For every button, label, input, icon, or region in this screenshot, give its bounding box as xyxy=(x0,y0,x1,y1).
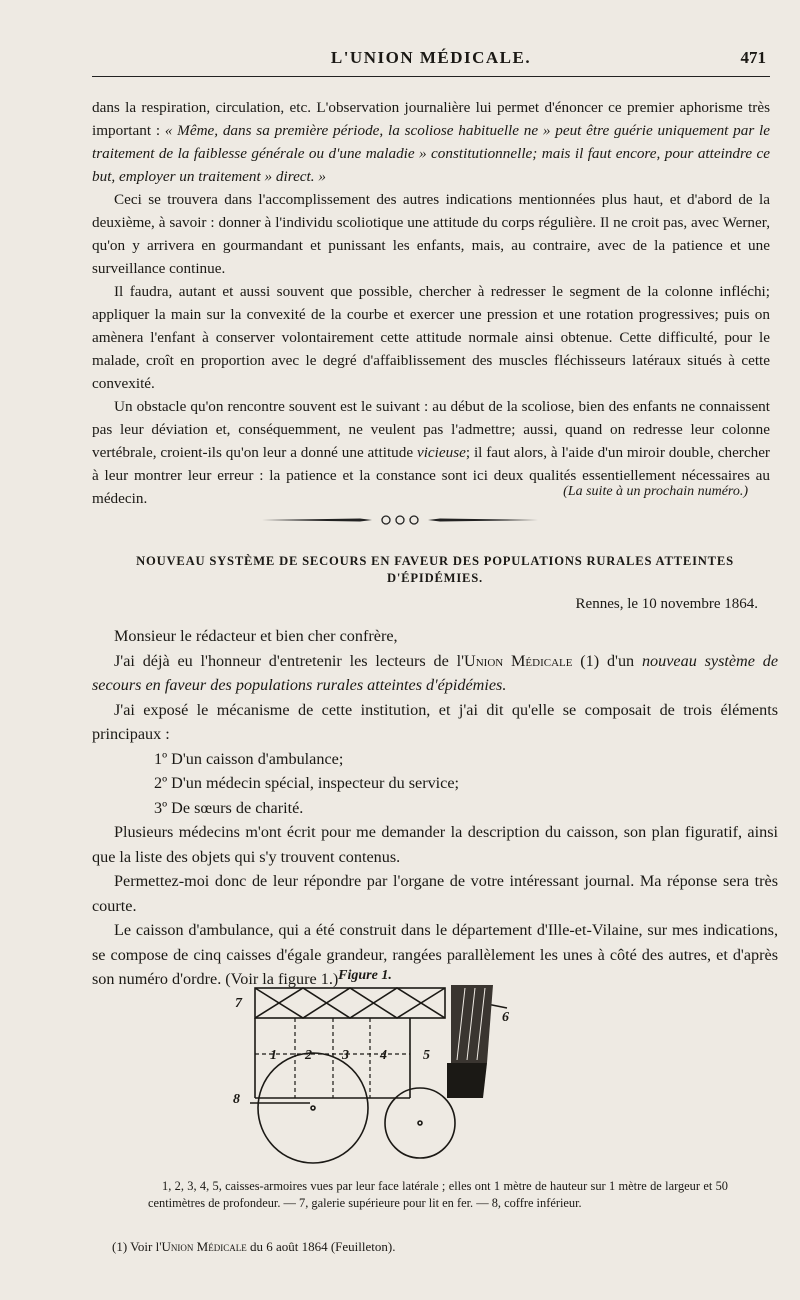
paragraph-2: Ceci se trouvera dans l'accomplissement des autres indications mentionnées plus haut, et d'abord de la deuxième, à savoir : donner à l'individu scoliotique une attitude du corps régulière. Il ne croit pas, avec Werner, qu'on y arrivera en gourmandant et punissant les enfants, mais, au contraire, avec de la patience et une surveillance continue. xyxy=(92,191,770,277)
paragraph-3: Il faudra, autant et aussi souvent que possible, chercher à redresser le segment de la colonne infléchi; appliquer la main sur la convexité de la courbe et exercer une pression et une rotation progressives; puis on amènera l'enfant à conserver volontairement cette attitude normale ainsi obtenue. Cette difficulté, pour le malade, croît en proportion avec le degré d'affaiblissement des muscles fléchisseurs latéraux situés à cette convexité. xyxy=(92,283,770,392)
letter-body xyxy=(92,624,778,992)
journal-title: L'UNION MÉDICALE. xyxy=(330,48,532,67)
paragraph-1 xyxy=(92,96,770,188)
section-title-line-1: NOUVEAU SYSTÈME DE SECOURS EN FAVEUR DES POPULATIONS RURALES ATTEINTES xyxy=(136,554,734,568)
journal-name: Union Médicale xyxy=(161,1239,247,1254)
journal-name: Union Médicale xyxy=(464,651,573,670)
letter-paragraph-4: Permettez-moi donc de leur répondre par l'organe de votre intéressant journal. Ma réponse sera très courte. xyxy=(92,872,778,915)
paragraph-text: dans la respiration, circulation, etc. L'observation journalière lui permet d'énoncer ce premier aphorisme très important : xyxy=(92,99,770,139)
ornamental-divider xyxy=(260,512,540,528)
figure-caption xyxy=(148,1178,728,1211)
letter-paragraph-3: Plusieurs médecins m'ont écrit pour me demander la description du caisson, son plan figuratif, ainsi que la liste des objets qui s'y trouvent contenus. xyxy=(92,823,778,866)
figure-label-6: 6 xyxy=(502,1010,509,1025)
figure-label-4: 4 xyxy=(380,1048,387,1063)
section-title-line-2: D'ÉPIDÉMIES. xyxy=(386,571,484,585)
figure-label-1: 1 xyxy=(270,1048,277,1063)
paragraph-text: ; il faut alors, à l'aide d'un miroir double, chercher à leur montrer leur erreur : la patience et la constance sont ici deux qualités essentiellement nécessaires au médecin. xyxy=(92,444,770,507)
emphasis-text: vicieuse xyxy=(416,444,466,461)
letter-paragraph-5: Le caisson d'ambulance, qui a été construit dans le département d'Ille-et-Vilaine, sur mes indications, se compose de cinq caisses d'égale grandeur, rangées parallèlement les unes à côté des autres, et d'après son numéro d'ordre. (Voir la figure 1.) xyxy=(92,921,778,988)
continued-note: (La suite à un prochain numéro.) xyxy=(563,484,748,499)
figure-label-7: 7 xyxy=(235,996,242,1011)
figure-1 xyxy=(215,968,555,1173)
page-number: 471 xyxy=(740,48,766,67)
running-head xyxy=(92,48,770,74)
article-continued xyxy=(92,96,770,510)
salutation: Monsieur le rédacteur et bien cher confrère, xyxy=(114,627,398,645)
paragraph-text: J'ai déjà eu l'honneur d'entretenir les lecteurs de l' xyxy=(114,651,465,670)
list-item: 3º De sœurs de charité. xyxy=(154,798,304,817)
list-item: 1º D'un caisson d'ambulance; xyxy=(154,749,344,768)
paragraph-text: Un obstacle qu'on rencontre souvent est le suivant : au début de la scoliose, bien des enfants ne connaissent pas leur déviation et, conséquemment, ne veulent pas l'admettre; aussi, quand on redresse leur colonne vertébrale, croient-ils qu'on leur a donné une attitude xyxy=(92,398,770,461)
footnote xyxy=(112,1239,395,1255)
figure-label-5: 5 xyxy=(423,1048,430,1063)
caption-text: 1, 2, 3, 4, 5, caisses-armoires vues par leur face latérale ; elles ont 1 mètre de hauteur sur 1 mètre de largeur et 50 centimètres de profondeur. — 7, galerie supérieure pour lit en fer. — 8, coffre inférieur. xyxy=(148,1179,728,1210)
list-item: 2º D'un médecin spécial, inspecteur du service; xyxy=(154,774,460,792)
letter-paragraph-1 xyxy=(92,649,778,698)
aphorism-quote: « Même, dans sa première période, la scoliose habituelle ne » peut être guérie uniquement par le traitement de la faiblesse générale ou d'une maladie » constitutionnelle; mais il faut encore, pour atteindre ce but, employer un traitement » direct. » xyxy=(92,122,770,185)
footnote-text: du 6 août 1864 (Feuilleton). xyxy=(246,1239,396,1254)
figure-label-3: 3 xyxy=(342,1048,349,1063)
dateline: Rennes, le 10 novembre 1864. xyxy=(575,596,758,612)
figure-label-2: 2 xyxy=(305,1048,312,1063)
letter-paragraph-2: J'ai exposé le mécanisme de cette institution, et j'ai dit qu'elle se composait de trois éléments principaux : xyxy=(92,700,778,743)
paragraph-text: (1) d'un xyxy=(572,651,642,670)
figure-label-8: 8 xyxy=(233,1092,240,1107)
figure-title: Figure 1. xyxy=(338,968,392,983)
ambulance-wagon-drawing xyxy=(215,968,555,1173)
emphasis-text: nouveau système de secours en faveur des populations rurales atteintes d'épidémies. xyxy=(92,651,779,694)
section-title xyxy=(92,553,778,587)
header-rule xyxy=(92,76,770,77)
footnote-text: (1) Voir l' xyxy=(112,1239,162,1254)
